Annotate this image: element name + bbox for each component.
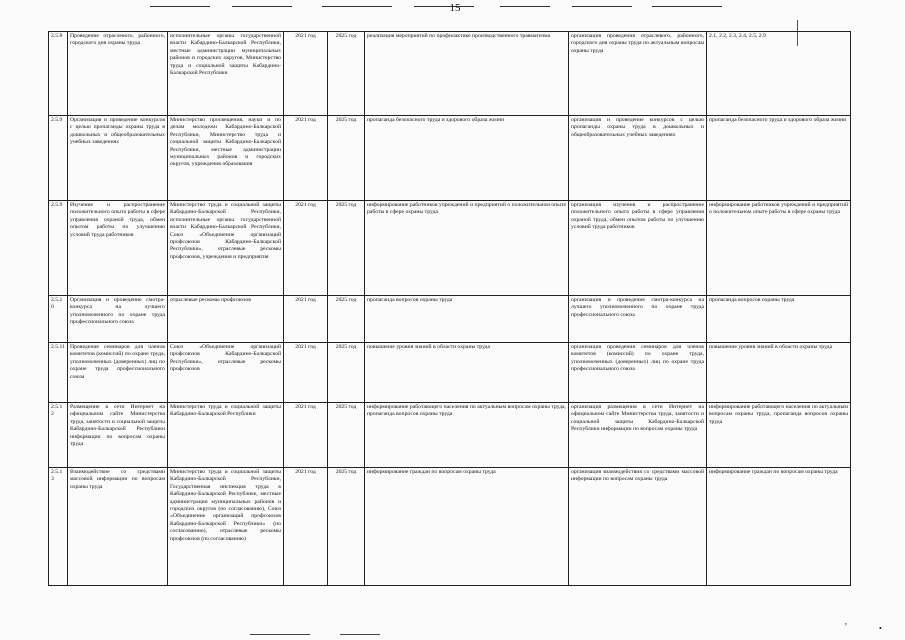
header-rule (652, 6, 722, 7)
measure-cell: Организация и проведение конкурсов с целью пропаганды охраны труда в дошкольных и общеобразовательных учебных заведениях (68, 116, 168, 201)
footer-rule (340, 634, 380, 635)
result-cell: организация проведения семинаров для членов комитетов (комиссий) по охране труда, уполномоченных (доверенных) лиц по охране труда профессионального союза (569, 343, 707, 403)
measure-cell: Проведение отраслевого, районного, городского дня охраны труда (68, 32, 168, 116)
activity-cell: информирование работающего населения по актуальным вопросам охраны труда, пропаганда вопросов охраны труда (365, 403, 569, 468)
end-year-cell: 2025 год (328, 468, 365, 586)
measure-cell: Проведение семинаров для членов комитетов (комиссий) по охране труда, уполномоченных (доверенных) лиц по охране труда профессионального союза (68, 343, 168, 403)
row-number: 2.5.12 (49, 403, 68, 468)
activity-cell: реализация мероприятий по профилактике производственного травматизма (365, 32, 569, 116)
start-year-cell: 2021 год (284, 403, 328, 468)
executors-cell: отраслевые рескомы профсоюзов (168, 296, 284, 343)
end-year-cell: 2025 год (328, 296, 365, 343)
header-rule (322, 6, 392, 7)
header-rule (232, 6, 292, 7)
indicators-cell: пропаганда вопросов охраны труда (707, 296, 851, 343)
table-row (49, 296, 851, 343)
footer-rule (250, 634, 310, 635)
result-cell: организация и проведение конкурсов с целью пропаганды охраны труда в дошкольных и общеобразовательных учебных заведениях (569, 116, 707, 201)
indicators-cell: пропаганда безопасного труда и здорового образа жизни (707, 116, 851, 201)
measure-cell: Взаимодействие со средствами массовой информации по вопросам охраны труда (68, 468, 168, 586)
activity-cell: пропаганда вопросов охраны труда (365, 296, 569, 343)
row-number: 2.5.8 (49, 32, 68, 116)
activity-cell: информирование работников учреждений и предприятий о положительном опыте работы в сфере охраны труда (365, 201, 569, 296)
row-number: 2.5.9 (49, 116, 68, 201)
measure-cell: Организация и проведение смотра-конкурса на лучшего уполномоченного по охране труда профессионального союза (68, 296, 168, 343)
scan-mark: • (879, 624, 882, 633)
header-rule (150, 6, 210, 7)
table-row (49, 468, 851, 586)
measure-cell: Изучение и распространение положительного опыта работы в сфере управления охраной труда, обмен опытом работы по улучшению условий труда работников (68, 201, 168, 296)
scan-mark: ' (845, 622, 847, 633)
result-cell: организация проведения отраслевого, районного, городского дня охраны труда по актуальным вопросам охраны труда (569, 32, 707, 116)
measures-table (48, 31, 851, 586)
header-rule (572, 6, 632, 7)
executors-cell: Министерство труда и социальной защиты Кабардино-Балкарской Республики, Государственная инспекция труда в Кабардино-Балкарской Республике, местные администрации муниципальных районов и городских округов (по согласованию), Союз «Объединение организаций профсоюзов Кабардино-Балкарской Республики» (по согласованию), отраслевые рескомы профсоюзов (по согласованию) (168, 468, 284, 586)
page-number: 15 (449, 2, 461, 14)
result-cell: организация взаимодействия со средствами массовой информации по вопросам охраны труда (569, 468, 707, 586)
indicators-cell: информирование граждан по вопросам охраны труда (707, 468, 851, 586)
indicators-cell: повышение уровня знаний в области охраны труда (707, 343, 851, 403)
end-year-cell: 2025 год (328, 32, 365, 116)
start-year-cell: 2021 год (284, 201, 328, 296)
end-year-cell: 2025 год (328, 201, 365, 296)
measure-cell: Размещение в сети Интернет на официальном сайте Министерства труда, занятости и социальной защиты Кабардино-Балкарской Республики информации по вопросам охраны труда (68, 403, 168, 468)
executors-cell: исполнительные органы государственной власти Кабардино-Балкарской Республики, местные администрации муниципальных районов и городских округов, Министерство труда и социальной защиты Кабардино-Балкарской Республики (168, 32, 284, 116)
executors-cell: Министерство просвещения, науки и по делам молодежи Кабардино-Балкарской Республики, Министерство труда и социальной защиты Кабардино-Балкарской Республики, местные администрации муниципальных районов и городских округов, учреждения образования (168, 116, 284, 201)
activity-cell: повышение уровня знаний в области охраны труда (365, 343, 569, 403)
result-cell: организация размещения в сети Интернет на официальном сайте Министерства труда, занятости и социальной защиты Кабардино-Балкарской Республики информации по вопросам охраны труда (569, 403, 707, 468)
indicators-cell: информирование работающего населения по актуальным вопросам охраны труда, пропаганда вопросов охраны труда (707, 403, 851, 468)
start-year-cell: 2021 год (284, 116, 328, 201)
executors-cell: Министерство труда и социальной защиты Кабардино-Балкарской Республики (168, 403, 284, 468)
table-row (49, 343, 851, 403)
header-rule (500, 6, 550, 7)
result-cell: организация и проведение смотра-конкурса на лучшего уполномоченного по охране труда профессионального союза (569, 296, 707, 343)
table-row (49, 201, 851, 296)
row-number: 2.5.13 (49, 468, 68, 586)
result-cell: организация изучения и распространение положительного опыта работы в сфере управления охраной труда, обмен опытом работы по улучшению условий труда работников (569, 201, 707, 296)
row-number: 2.5.10 (49, 296, 68, 343)
end-year-cell: 2025 год (328, 116, 365, 201)
start-year-cell: 2021 год (284, 343, 328, 403)
row-number: 2.5.9 (49, 201, 68, 296)
activity-cell: информирование граждан по вопросам охраны труда (365, 468, 569, 586)
executors-cell: Министерство труда и социальной защиты Кабардино-Балкарской Республики, исполнительные органы государственной власти Кабардино-Балкарской Республики, Союз «Объединение организаций профсоюзов Кабардино-Балкарской Республики», отраслевые рескомы профсоюзов, учреждения и предприятия (168, 201, 284, 296)
end-year-cell: 2025 год (328, 343, 365, 403)
activity-cell: пропаганда безопасного труда и здорового образа жизни (365, 116, 569, 201)
executors-cell: Союз «Объединение организаций профсоюзов Кабардино-Балкарской Республики», отраслевые рескомы профсоюзов (168, 343, 284, 403)
indicators-cell: 2.1, 2.2, 2.3, 2.4, 2.5, 2.9 (707, 32, 851, 116)
start-year-cell: 2021 год (284, 296, 328, 343)
table-row (49, 116, 851, 201)
end-year-cell: 2025 год (328, 403, 365, 468)
start-year-cell: 2021 год (284, 468, 328, 586)
indicators-cell: информирование работников учреждений и предприятий о положительном опыте работы в сфере охраны труда (707, 201, 851, 296)
row-number: 2.5.11 (49, 343, 68, 403)
table-row (49, 32, 851, 116)
table-row (49, 403, 851, 468)
start-year-cell: 2021 год (284, 32, 328, 116)
